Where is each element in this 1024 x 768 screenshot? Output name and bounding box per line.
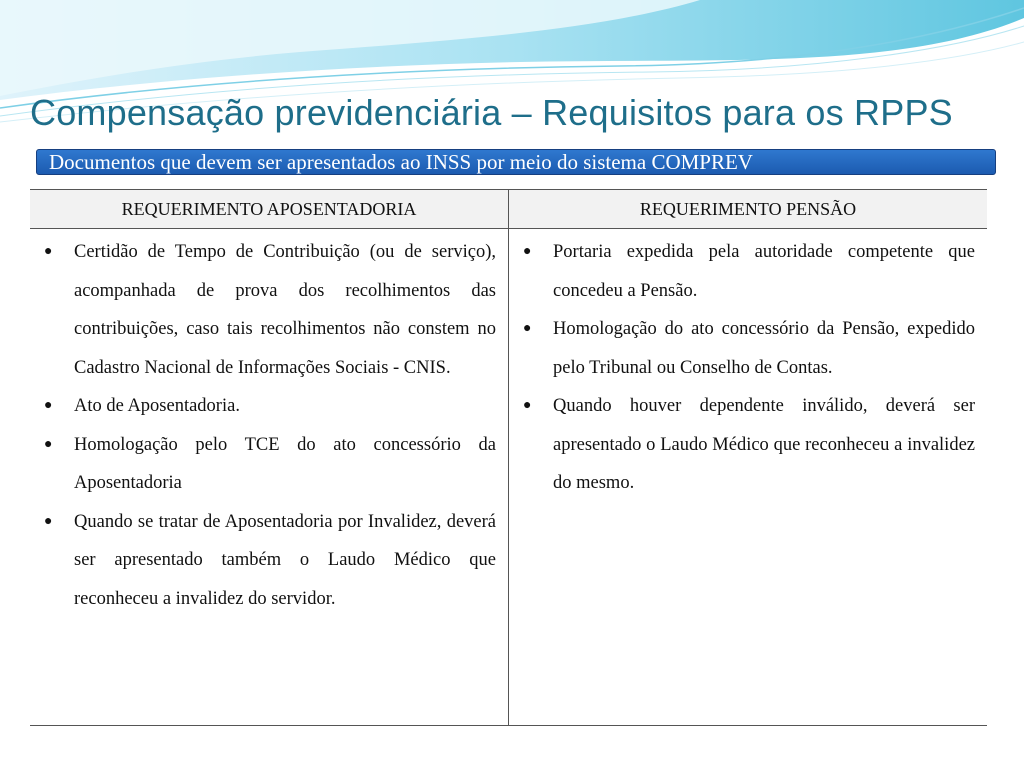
slide-title: Compensação previdenciária – Requisitos para os RPPS [30, 92, 953, 133]
pensao-list [519, 233, 975, 503]
bullet-icon: ● [44, 436, 53, 452]
aposentadoria-cell [30, 229, 509, 726]
bullet-icon: ● [44, 244, 53, 259]
pensao-cell [509, 229, 988, 726]
list-item [519, 233, 975, 310]
list-item-text: Quando houver dependente inválido, deverá ser apresentado o Laudo Médico que reconheceu a invalidez do mesmo. [553, 396, 975, 493]
bullet-icon: ● [523, 244, 532, 259]
list-item-text: Homologação do ato concessório da Pensão, expedido pelo Tribunal ou Conselho de Contas. [553, 319, 975, 378]
list-item [40, 233, 496, 387]
bullet-icon: ● [523, 398, 532, 413]
table-row [30, 229, 987, 726]
bullet-icon: ● [44, 513, 53, 529]
aposentadoria-list [40, 233, 496, 618]
list-item-text: Ato de Aposentadoria. [74, 396, 240, 416]
list-item [519, 387, 975, 503]
list-item-text: Quando se tratar de Aposentadoria por Invalidez, deverá ser apresentado também o Laudo Médico que reconheceu a invalidez do servidor. [74, 511, 496, 609]
list-item-text: Portaria expedida pela autoridade competente que concedeu a Pensão. [553, 242, 975, 301]
list-item [40, 503, 496, 619]
subtitle-banner: Documentos que devem ser apresentados ao INSS por meio do sistema COMPREV [36, 149, 996, 175]
bullet-icon: ● [44, 398, 53, 413]
list-item [40, 426, 496, 503]
list-item-text: Homologação pelo TCE do ato concessório da Aposentadoria [74, 434, 496, 493]
table-header-row [30, 190, 987, 229]
list-item-text: Certidão de Tempo de Contribuição (ou de serviço), acompanhada de prova dos recolhimentos das contribuições, caso tais recolhimentos não constem no Cadastro Nacional de Informações Sociais - CNIS. [74, 242, 496, 378]
list-item [40, 387, 496, 426]
bullet-icon: ● [523, 321, 532, 336]
requirements-table [30, 189, 987, 726]
list-item [519, 310, 975, 387]
header-aposentadoria: REQUERIMENTO APOSENTADORIA [30, 190, 509, 229]
header-pensao: REQUERIMENTO PENSÃO [509, 190, 988, 229]
